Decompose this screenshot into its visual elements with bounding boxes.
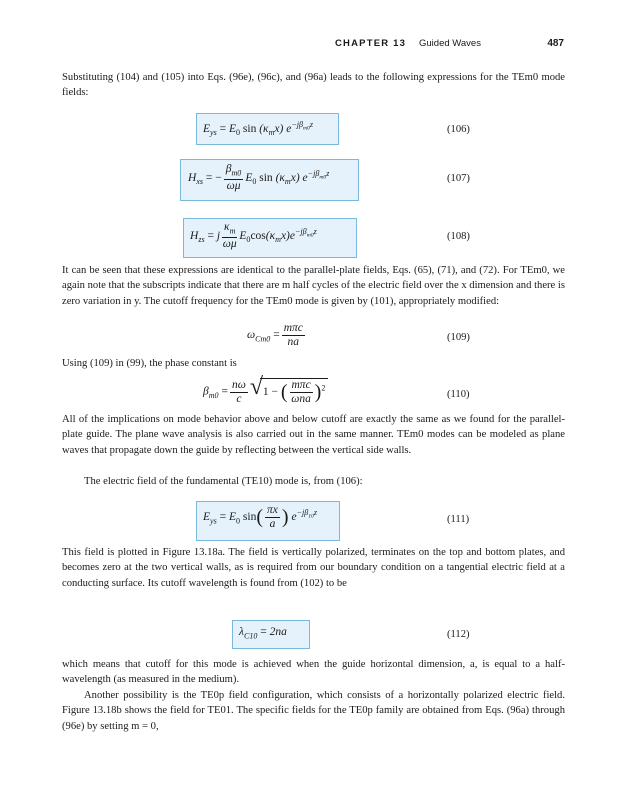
equation-111: $E_{ys} = E_0$ sin( $\frac{\pi x}{a}$ ) $e^{-j\beta_{10}z}$ bbox=[203, 504, 317, 530]
equation-number-110: (110) bbox=[447, 389, 470, 400]
paragraph-6: This field is plotted in Figure 13.18a. The field is vertically polarized, terminates on the top and bottom plates, and becomes zero at the two vertical walls, as is required from our boundary condition on a tangential electric field at a conducting surface. Its cutoff wavelength is found from (102) to be bbox=[62, 547, 565, 589]
section-title: Guided Waves bbox=[419, 38, 481, 49]
paragraph-2: It can be seen that these expressions are identical to the parallel-plate fields, Eqs. (65), (71), and (72). For TEm0, we again note that the subscripts indicate that there are m half cycles of the electric field over the x dimension and there is zero variation in y. The cutoff frequency for the TEm0 mode is given by (101), appropriately modified: bbox=[62, 265, 565, 307]
equation-number-107: (107) bbox=[447, 173, 470, 184]
paragraph-1: Substituting (104) and (105) into Eqs. (96e), (96c), and (96a) leads to the following expressions for the TEm0 mode fields: bbox=[62, 72, 565, 99]
equation-106: $E_{ys} = E_0$ $\sin (\kappa_mx)$ $e^{-j\beta_{m0}z}$ bbox=[203, 120, 314, 138]
equation-110: $\beta_{m0}$ = $\frac{n\omega}{c}$ √ 1 − ( $\frac{\text{mπc}}{\text{ωna}}$ )$^2$ bbox=[203, 378, 328, 406]
paragraph-3: Using (109) in (99), the phase constant is bbox=[62, 358, 237, 369]
equation-number-112: (112) bbox=[447, 629, 470, 640]
paragraph-4: All of the implications on mode behavior above and below cutoff are exactly the same as we found for the parallel-plate guide. The plane wave analysis is also carried out in the same manner. TEm0 modes can be modeled as plane waves that propagate down the guide by reflecting between the vertical side walls. bbox=[62, 414, 565, 456]
page-number: 487 bbox=[547, 38, 564, 49]
equation-107: $H_{xs}$ = − $\frac{\beta_{m0}}{\omega\mu}$ $E_0$ $\sin (\kappa_mx)$ $e^{-j\beta_{m0}z}$ bbox=[188, 163, 330, 193]
paragraph-7: which means that cutoff for this mode is achieved when the guide horizontal dimension, a, is equal to a half-wavelength (as measured in the medium). bbox=[62, 659, 565, 686]
equation-109: $\omega_{Cm0}$ = $\frac{\text{mπc}}{na}$ bbox=[247, 322, 303, 348]
running-header bbox=[0, 38, 627, 52]
equation-108: $H_{zs} = j$ $\frac{\kappa_m}{\omega\mu}$ $E_0\cos(\kappa_mx)e^{-j\beta_{m0}z}$ bbox=[190, 221, 317, 251]
chapter-label: CHAPTER 13 bbox=[335, 38, 407, 49]
paragraph-8: Another possibility is the TE0p field configuration, which consists of a horizontally polarized electric field. Figure 13.18b shows the field for TE01. The specific fields for the TE0p family are obtained from Eqs. (96a) through (96e) by setting m = 0, bbox=[62, 690, 565, 732]
equation-number-108: (108) bbox=[447, 231, 470, 242]
paragraph-5: The electric field of the fundamental (TE10) mode is, from (106): bbox=[84, 476, 363, 487]
equation-number-106: (106) bbox=[447, 124, 470, 135]
equation-112: $\lambda_{C10} = 2na$ bbox=[239, 626, 287, 641]
equation-number-111: (111) bbox=[447, 514, 470, 525]
equation-number-109: (109) bbox=[447, 332, 470, 343]
